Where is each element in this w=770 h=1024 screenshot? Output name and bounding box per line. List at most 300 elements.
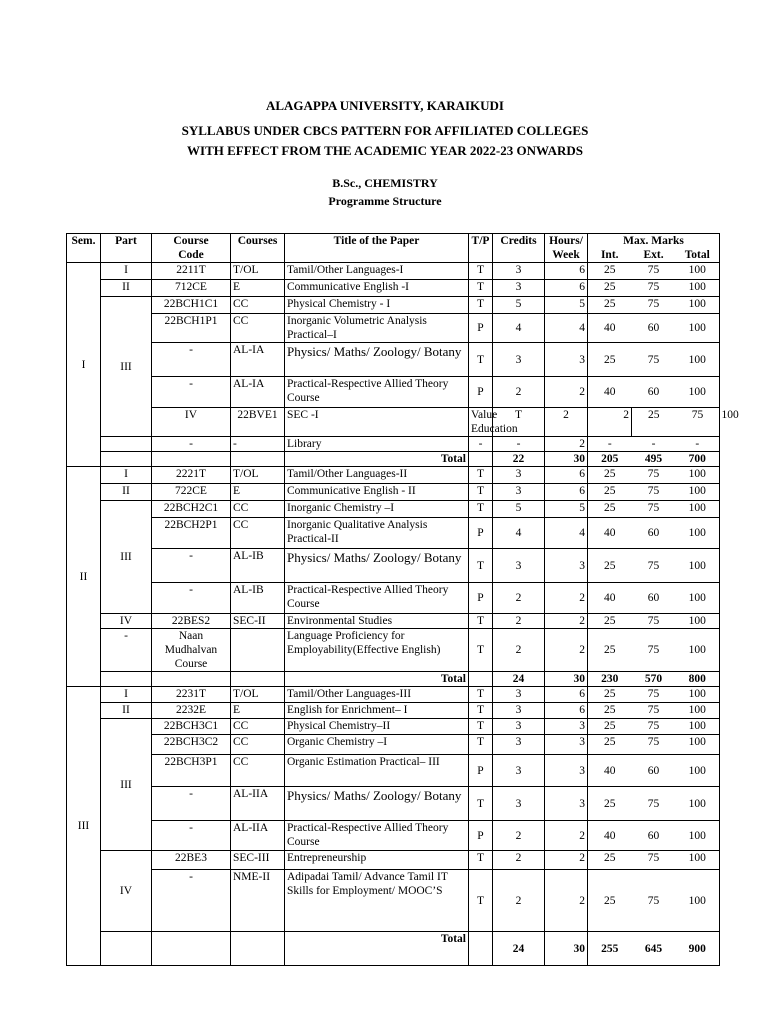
programme-structure-table (66, 233, 739, 966)
total-marks-cell: 100 (676, 614, 720, 629)
course-type-cell: T/OL (231, 467, 285, 484)
credits-cell: 3 (493, 467, 545, 484)
total-label: Total (285, 932, 469, 966)
table-header-row (67, 234, 720, 249)
hours-cell: 3 (545, 549, 588, 583)
part-cell: II (101, 280, 152, 297)
course-type-cell: E (231, 703, 285, 719)
paper-title-cell: Practical-Respective Allied Theory Course (285, 377, 469, 408)
tp-cell: T (469, 343, 493, 377)
table-row (67, 437, 720, 452)
ext-marks-cell: 75 (632, 851, 676, 870)
int-marks-cell: 25 (588, 629, 632, 672)
int-marks-cell: 40 (588, 314, 632, 343)
course-type-cell: AL-IA (231, 377, 285, 408)
table-row (67, 614, 720, 629)
course-type-cell: CC (231, 755, 285, 787)
credits-cell: 4 (493, 314, 545, 343)
hours-cell: 4 (545, 518, 588, 549)
course-type-cell (231, 629, 285, 672)
hours-cell: 3 (545, 735, 588, 755)
syllabus-line-1: SYLLABUS UNDER CBCS PATTERN FOR AFFILIATED COLLEGES (181, 123, 589, 138)
total-marks-cell: 100 (676, 343, 720, 377)
ext-marks-cell: 75 (676, 408, 720, 437)
hours-cell: 6 (545, 467, 588, 484)
paper-title-cell: Inorganic Chemistry –I (285, 501, 469, 518)
table-row (67, 343, 720, 377)
course-type-cell: E (231, 280, 285, 297)
course-type-cell: CC (231, 735, 285, 755)
int-marks-cell: 40 (588, 377, 632, 408)
int-marks-cell: 40 (588, 755, 632, 787)
hours-cell: 2 (588, 408, 632, 437)
course-code-cell: - (152, 870, 231, 932)
hours-cell: 3 (545, 343, 588, 377)
total-total: 800 (676, 672, 720, 687)
part-cell: III (101, 297, 152, 437)
credits-cell: 2 (493, 614, 545, 629)
credits-cell: 2 (493, 851, 545, 870)
ext-marks-cell: 75 (632, 467, 676, 484)
total-label: Total (285, 672, 469, 687)
hours-cell: 5 (545, 501, 588, 518)
tp-cell: T (469, 687, 493, 703)
tp-cell: P (469, 583, 493, 614)
table-row (67, 297, 720, 314)
paper-title-cell: Tamil/Other Languages-III (285, 687, 469, 703)
total-total: 700 (676, 452, 720, 467)
course-code-cell: 22BVE1 (231, 408, 285, 437)
total-marks-cell: 100 (676, 735, 720, 755)
hours-cell: 2 (545, 821, 588, 851)
course-type-cell: AL-IB (231, 583, 285, 614)
table-row (67, 501, 720, 518)
table-row (67, 787, 720, 821)
course-type-cell: SEC-III (231, 851, 285, 870)
ext-marks-cell: 75 (632, 787, 676, 821)
course-code-cell: - (152, 787, 231, 821)
course-type-cell: SEC -I (285, 408, 469, 437)
int-marks-cell: 40 (588, 583, 632, 614)
part-cell: II (101, 484, 152, 501)
total-total: 900 (676, 932, 720, 966)
hours-cell: 2 (545, 614, 588, 629)
total-marks-cell: 100 (676, 518, 720, 549)
paper-title-cell: Inorganic Volumetric Analysis Practical–I (285, 314, 469, 343)
part-cell: I (101, 687, 152, 703)
hours-cell: 2 (545, 437, 588, 452)
tp-cell: T (469, 280, 493, 297)
part-cell: II (101, 703, 152, 719)
credits-cell: 2 (493, 377, 545, 408)
col-courses: Courses (231, 234, 285, 263)
syllabus-heading (0, 121, 770, 161)
ext-marks-cell: 60 (632, 518, 676, 549)
int-marks-cell: 40 (588, 821, 632, 851)
tp-cell: T (469, 703, 493, 719)
int-marks-cell: 25 (588, 549, 632, 583)
table-row (67, 314, 720, 343)
table-row (67, 377, 720, 408)
total-marks-cell: 100 (676, 787, 720, 821)
ext-marks-cell: 75 (632, 870, 676, 932)
total-credits: 22 (493, 452, 545, 467)
ext-marks-cell: 60 (632, 377, 676, 408)
int-marks-cell: 25 (588, 703, 632, 719)
hours-cell: 2 (545, 583, 588, 614)
course-code-cell: 722CE (152, 484, 231, 501)
total-marks-cell: 100 (676, 870, 720, 932)
total-row (67, 452, 720, 467)
paper-title-cell: Entrepreneurship (285, 851, 469, 870)
ext-marks-cell: 75 (632, 614, 676, 629)
int-marks-cell: 25 (588, 280, 632, 297)
int-marks-cell: 25 (588, 870, 632, 932)
ext-marks-cell: 75 (632, 343, 676, 377)
total-marks-cell: - (676, 437, 720, 452)
ext-marks-cell: 75 (632, 263, 676, 280)
course-type-cell: CC (231, 297, 285, 314)
hours-cell: 5 (545, 297, 588, 314)
empty-cell (152, 672, 231, 687)
hours-cell: 2 (545, 629, 588, 672)
course-code-cell: 22BE3 (152, 851, 231, 870)
tp-cell: T (469, 719, 493, 735)
total-credits: 24 (493, 672, 545, 687)
paper-title-cell: English for Enrichment– I (285, 703, 469, 719)
tp-cell: P (469, 755, 493, 787)
credits-cell: 2 (545, 408, 588, 437)
paper-title-cell: Language Proficiency for Employability(Effective English) (285, 629, 469, 672)
ext-marks-cell: 75 (632, 703, 676, 719)
course-code-cell: - (152, 437, 231, 452)
paper-title-cell: Practical-Respective Allied Theory Course (285, 821, 469, 851)
table-row (67, 703, 720, 719)
part-cell: IV (101, 614, 152, 629)
syllabus-line-2: WITH EFFECT FROM THE ACADEMIC YEAR 2022-23 ONWARDS (187, 143, 583, 158)
course-type-cell: CC (231, 518, 285, 549)
course-code-cell: 2232E (152, 703, 231, 719)
total-marks-cell: 100 (676, 755, 720, 787)
credits-cell: 3 (493, 687, 545, 703)
col-ext: Ext. (632, 248, 676, 263)
total-ext: 645 (632, 932, 676, 966)
total-int: 205 (588, 452, 632, 467)
ext-marks-cell: 75 (632, 735, 676, 755)
col-credits: Credits (493, 234, 545, 263)
paper-title-cell: Organic Estimation Practical– III (285, 755, 469, 787)
ext-marks-cell: 75 (632, 687, 676, 703)
int-marks-cell: 25 (588, 297, 632, 314)
col-sem: Sem. (67, 234, 101, 263)
credits-cell: 3 (493, 787, 545, 821)
total-marks-cell: 100 (676, 629, 720, 672)
part-cell: IV (101, 851, 152, 932)
semester-label: II (67, 467, 101, 687)
total-credits: 24 (493, 932, 545, 966)
hours-cell: 6 (545, 703, 588, 719)
part-cell: - (101, 629, 152, 672)
paper-title-cell: Communicative English -I (285, 280, 469, 297)
course-type-cell: NME-II (231, 870, 285, 932)
table-row (67, 583, 720, 614)
ext-marks-cell: 75 (632, 629, 676, 672)
ext-marks-cell: 60 (632, 821, 676, 851)
total-marks-cell: 100 (676, 549, 720, 583)
credits-cell: 2 (493, 583, 545, 614)
empty-cell (469, 932, 493, 966)
course-type-cell: CC (231, 314, 285, 343)
empty-cell (101, 672, 152, 687)
course-code-cell: - (152, 343, 231, 377)
empty-cell (469, 452, 493, 467)
col-int: Int. (588, 248, 632, 263)
hours-cell: 2 (545, 377, 588, 408)
total-marks-cell: 100 (676, 687, 720, 703)
semester-label: III (67, 687, 101, 966)
course-type-cell: - (231, 437, 285, 452)
part-cell: IV (152, 408, 231, 437)
tp-cell: T (493, 408, 545, 437)
table-row (67, 484, 720, 501)
credits-cell: 3 (493, 484, 545, 501)
tp-cell: P (469, 314, 493, 343)
total-marks-cell: 100 (676, 821, 720, 851)
hours-cell: 2 (545, 851, 588, 870)
tp-cell: T (469, 870, 493, 932)
total-hours: 30 (545, 672, 588, 687)
hours-cell: 2 (545, 870, 588, 932)
col-title: Title of the Paper (285, 234, 469, 263)
table-row (67, 719, 720, 735)
credits-cell: 5 (493, 501, 545, 518)
programme-name: B.Sc., CHEMISTRY (332, 176, 438, 190)
tp-cell: P (469, 377, 493, 408)
tp-cell: - (469, 437, 493, 452)
table-row (67, 549, 720, 583)
int-marks-cell: 25 (588, 263, 632, 280)
empty-cell (101, 452, 152, 467)
ext-marks-cell: 75 (632, 549, 676, 583)
course-type-cell: CC (231, 719, 285, 735)
int-marks-cell: 25 (588, 787, 632, 821)
ext-marks-cell: - (632, 437, 676, 452)
ext-marks-cell: 75 (632, 484, 676, 501)
int-marks-cell: 25 (588, 719, 632, 735)
table-row (67, 280, 720, 297)
tp-cell: P (469, 821, 493, 851)
total-label: Total (285, 452, 469, 467)
tp-cell: P (469, 518, 493, 549)
total-marks-cell: 100 (676, 263, 720, 280)
paper-title-cell: Physics/ Maths/ Zoology/ Botany (285, 549, 469, 583)
course-type-cell: AL-IIA (231, 821, 285, 851)
course-code-cell: - (152, 549, 231, 583)
course-code-cell: 22BCH1P1 (152, 314, 231, 343)
int-marks-cell: 25 (588, 687, 632, 703)
empty-cell (231, 452, 285, 467)
paper-title-cell: Inorganic Qualitative Analysis Practical-II (285, 518, 469, 549)
part-cell: III (101, 719, 152, 851)
credits-cell: 2 (493, 629, 545, 672)
course-code-cell: 22BCH3C1 (152, 719, 231, 735)
total-row (67, 672, 720, 687)
hours-cell: 6 (545, 263, 588, 280)
total-marks-cell: 100 (676, 583, 720, 614)
empty-cell (231, 672, 285, 687)
int-marks-cell: 25 (588, 484, 632, 501)
hours-cell: 6 (545, 687, 588, 703)
paper-title-cell: Value Education (469, 408, 493, 437)
credits-cell: 3 (493, 549, 545, 583)
course-type-cell: AL-IB (231, 549, 285, 583)
int-marks-cell: 25 (588, 343, 632, 377)
int-marks-cell: 25 (588, 467, 632, 484)
col-code: Course Code (152, 234, 231, 263)
course-code-cell: 22BES2 (152, 614, 231, 629)
course-code-cell: 2221T (152, 467, 231, 484)
course-type-cell: SEC-II (231, 614, 285, 629)
total-ext: 495 (632, 452, 676, 467)
ext-marks-cell: 60 (632, 314, 676, 343)
hours-cell: 3 (545, 755, 588, 787)
total-marks-cell: 100 (676, 280, 720, 297)
hours-cell: 3 (545, 719, 588, 735)
tp-cell: T (469, 851, 493, 870)
credits-cell: 3 (493, 719, 545, 735)
credits-cell: 3 (493, 263, 545, 280)
paper-title-cell: Communicative English - II (285, 484, 469, 501)
total-row (67, 932, 720, 966)
paper-title-cell: Tamil/Other Languages-II (285, 467, 469, 484)
semester-label: I (67, 263, 101, 467)
tp-cell: T (469, 467, 493, 484)
total-marks-cell: 100 (676, 851, 720, 870)
total-hours: 30 (545, 452, 588, 467)
credits-cell: 3 (493, 735, 545, 755)
credits-cell: 3 (493, 755, 545, 787)
table-body (67, 263, 739, 966)
paper-title-cell: Physical Chemistry - I (285, 297, 469, 314)
hours-cell: 4 (545, 314, 588, 343)
ext-marks-cell: 60 (632, 583, 676, 614)
total-marks-cell: 100 (676, 484, 720, 501)
paper-title-cell: Adipadai Tamil/ Advance Tamil IT Skills for Employment/ MOOC’S (285, 870, 469, 932)
tp-cell: T (469, 614, 493, 629)
course-type-cell: T/OL (231, 263, 285, 280)
course-type-cell: E (231, 484, 285, 501)
empty-cell (152, 452, 231, 467)
ext-marks-cell: 75 (632, 280, 676, 297)
table-row (67, 755, 720, 787)
tp-cell: T (469, 735, 493, 755)
empty-cell (152, 932, 231, 966)
paper-title-cell: Physics/ Maths/ Zoology/ Botany (285, 343, 469, 377)
table-row (67, 518, 720, 549)
paper-title-cell: Tamil/Other Languages-I (285, 263, 469, 280)
credits-cell: 5 (493, 297, 545, 314)
table-row (67, 687, 720, 703)
total-marks-cell: 100 (676, 297, 720, 314)
course-type-cell: T/OL (231, 687, 285, 703)
course-code-cell: - (152, 821, 231, 851)
ext-marks-cell: 75 (632, 501, 676, 518)
table-row (67, 870, 720, 932)
course-code-cell: 22BCH3P1 (152, 755, 231, 787)
university-title: ALAGAPPA UNIVERSITY, KARAIKUDI (265, 98, 504, 113)
empty-cell (231, 932, 285, 966)
table-row: IV 22BVE1 SEC -I Value Education T 2 2 25 75 100 (67, 408, 720, 437)
int-marks-cell: 25 (588, 614, 632, 629)
part-cell: I (101, 263, 152, 280)
total-hours: 30 (545, 932, 588, 966)
programme-subtitle: Programme Structure (328, 194, 442, 208)
table-row (67, 629, 720, 672)
course-code-cell: 22BCH2P1 (152, 518, 231, 549)
tp-cell: T (469, 501, 493, 518)
course-code-cell: 2231T (152, 687, 231, 703)
course-code-cell: - (152, 377, 231, 408)
int-marks-cell: 25 (588, 735, 632, 755)
part-cell: I (101, 467, 152, 484)
credits-cell: 4 (493, 518, 545, 549)
int-marks-cell: 25 (632, 408, 676, 437)
credits-cell: 3 (493, 703, 545, 719)
credits-cell: 2 (493, 821, 545, 851)
paper-title-cell: Environmental Studies (285, 614, 469, 629)
part-cell (101, 437, 152, 452)
total-ext: 570 (632, 672, 676, 687)
table-row (67, 821, 720, 851)
table-row (67, 851, 720, 870)
total-marks-cell: 100 (676, 719, 720, 735)
tp-cell: T (469, 297, 493, 314)
total-int: 230 (588, 672, 632, 687)
credits-cell: - (493, 437, 545, 452)
course-code-cell: Naan Mudhalvan Course (152, 629, 231, 672)
total-marks-cell: 100 (676, 703, 720, 719)
total-marks-cell: 100 (676, 501, 720, 518)
total-int: 255 (588, 932, 632, 966)
tp-cell: T (469, 787, 493, 821)
course-type-cell: AL-IIA (231, 787, 285, 821)
tp-cell: T (469, 549, 493, 583)
hours-cell: 6 (545, 280, 588, 297)
course-code-cell: 22BCH1C1 (152, 297, 231, 314)
course-code-cell: 22BCH3C2 (152, 735, 231, 755)
ext-marks-cell: 60 (632, 755, 676, 787)
col-total: Total (676, 248, 720, 263)
col-tp: T/P (469, 234, 493, 263)
tp-cell: T (469, 263, 493, 280)
paper-title-cell: Organic Chemistry –I (285, 735, 469, 755)
programme-heading (0, 174, 770, 210)
int-marks-cell: 25 (588, 501, 632, 518)
empty-cell (101, 932, 152, 966)
int-marks-cell: - (588, 437, 632, 452)
course-code-cell: - (152, 583, 231, 614)
col-part: Part (101, 234, 152, 263)
credits-cell: 2 (493, 870, 545, 932)
int-marks-cell: 25 (588, 851, 632, 870)
total-marks-cell: 100 (676, 467, 720, 484)
part-cell: III (101, 501, 152, 614)
ext-marks-cell: 75 (632, 719, 676, 735)
course-type-cell: CC (231, 501, 285, 518)
paper-title-cell: Practical-Respective Allied Theory Course (285, 583, 469, 614)
hours-cell: 6 (545, 484, 588, 501)
table-row (67, 735, 720, 755)
